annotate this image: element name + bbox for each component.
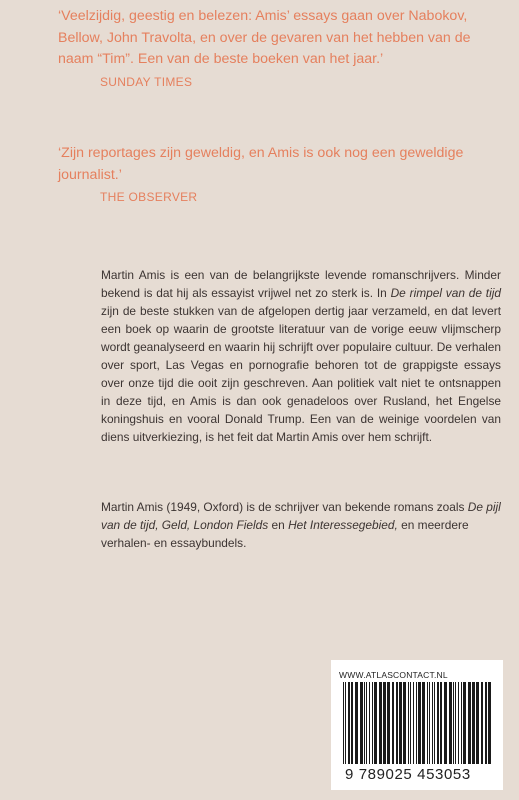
barcode-bar xyxy=(343,682,344,764)
barcode-bar xyxy=(413,682,414,764)
quote-source: SUNDAY TIMES xyxy=(100,74,193,89)
barcode-bar xyxy=(399,682,402,764)
quote-text: ‘Veelzijdig, geestig en belezen: Amis’ essays gaan over Nabokov, Bellow, John Travolta, en over de gevaren van het hebben van de naam “Tim”. Een van de beste boeken van het jaar.’ xyxy=(58,8,471,67)
barcode-bar xyxy=(351,682,353,764)
book-title: De rimpel van de tijd xyxy=(390,286,502,300)
barcode-bar xyxy=(383,682,386,764)
barcode-bar xyxy=(463,682,466,764)
barcode-bar xyxy=(355,682,358,764)
description-text: Martin Amis is een van de belangrijkste levende romanschrijvers. Minder bekend is dat hij als essayist vrijwel net zo sterk is. In xyxy=(101,268,501,300)
barcode-bar xyxy=(348,682,350,764)
barcode-bar xyxy=(392,682,394,764)
barcode-bar xyxy=(434,682,435,764)
barcode-bar xyxy=(416,682,417,764)
barcode-bar xyxy=(437,682,439,764)
barcode-bar xyxy=(408,682,409,764)
barcode-bar xyxy=(379,682,382,764)
barcode-bar xyxy=(453,682,454,764)
barcode-bar xyxy=(461,682,462,764)
barcode-bar xyxy=(429,682,430,764)
novel-titles: De pijl van de tijd, Geld, London Fields xyxy=(101,500,501,532)
barcode-bar xyxy=(403,682,406,764)
barcode-bar xyxy=(458,682,459,764)
barcode-bar xyxy=(418,682,421,764)
barcode-bar xyxy=(345,682,346,764)
barcode-bar xyxy=(396,682,398,764)
bio-text: Martin Amis (1949, Oxford) is de schrijver van bekende romans zoals xyxy=(101,500,468,514)
author-bio xyxy=(101,498,501,552)
barcode-bar xyxy=(427,682,428,764)
barcode-bar xyxy=(422,682,425,764)
barcode-bar xyxy=(374,682,377,764)
barcode-bar xyxy=(387,682,390,764)
barcode-bar xyxy=(444,682,447,764)
quote-source: THE OBSERVER xyxy=(100,190,198,204)
isbn-barcode xyxy=(331,660,503,790)
isbn-number: 9 789025 453053 xyxy=(345,766,471,783)
barcode-bar xyxy=(410,682,411,764)
barcode-bar xyxy=(488,682,491,764)
barcode-bar xyxy=(360,682,363,764)
review-quote-sunday-times xyxy=(58,6,498,93)
barcode-bar xyxy=(455,682,456,764)
quote-text: ‘Zijn reportages zijn geweldig, en Amis is ook nog een geweldige journalist.’ xyxy=(58,145,464,183)
barcode-bar xyxy=(369,682,370,764)
barcode-bar xyxy=(440,682,442,764)
barcode-bar xyxy=(472,682,475,764)
barcode-bar xyxy=(366,682,367,764)
bio-text: en meerdere verhalen- en essaybundels. xyxy=(101,518,469,550)
barcode-bar xyxy=(485,682,487,764)
barcode-bar xyxy=(432,682,433,764)
bio-text: en xyxy=(268,518,289,532)
review-quote-observer xyxy=(58,143,498,209)
barcode-bar xyxy=(372,682,373,764)
novel-title: Het Interessegebied, xyxy=(288,518,398,532)
barcode-bar xyxy=(476,682,479,764)
barcode-bar xyxy=(364,682,365,764)
barcode-bar xyxy=(481,682,483,764)
barcode-bar xyxy=(468,682,471,764)
description-text: zijn de beste stukken van de afgelopen dertig jaar verzameld, en dat levert een boek op waarin de grootste literatuur van de vorige eeuw vlijmscherp wordt geanalyseerd en waarin hij schrijft over populaire cultuur. De verhalen over sport, Las Vegas en pornografie behoren tot de grappigste essays over onze tijd die ooit zijn geschreven. Aan politiek valt niet te ontsnappen in deze tijd, en Amis is dan ook genadeloos over Rusland, het Engelse koningshuis en vooral Donald Trump. Een van de weinige voordelen van diens uitverkiezing, is het feit dat Martin Amis over hem schrijft. xyxy=(101,304,501,444)
book-description xyxy=(101,266,501,446)
barcode-bars xyxy=(341,682,493,764)
barcode-bar xyxy=(449,682,452,764)
publisher-url: WWW.ATLASCONTACT.NL xyxy=(339,670,448,680)
